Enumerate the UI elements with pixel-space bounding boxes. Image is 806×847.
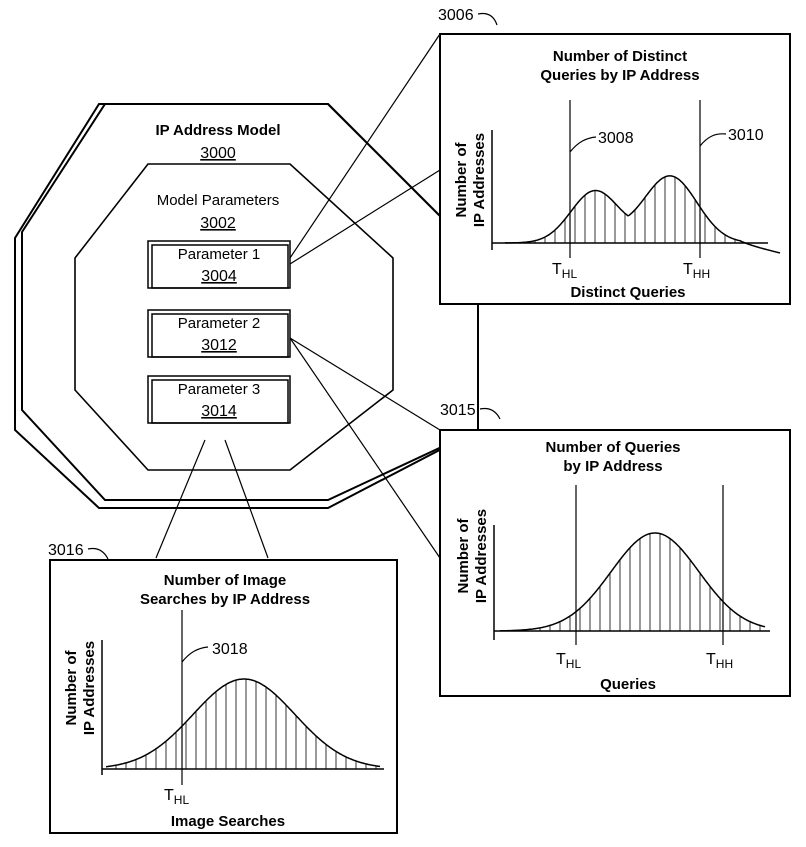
- chart-distinct-threshold-high-label: $T_{HH}$: [683, 261, 711, 281]
- chart-queries-ylabel-line1: Number of: [455, 518, 472, 594]
- chart-distinct-ref-squiggle: [478, 13, 497, 25]
- chart-distinct-high-ref: 3010: [728, 127, 764, 144]
- model-ref: 3000: [200, 145, 236, 162]
- chart-image-threshold-low-label: $T_{HL}$: [164, 787, 190, 807]
- chart-image-title-line2: Searches by IP Address: [139, 591, 311, 608]
- parameter-2-box: [148, 310, 290, 357]
- chart-image-ylabel-line2: IP Addresses: [81, 640, 98, 736]
- chart-image-ref-squiggle: [88, 548, 108, 559]
- model-title: IP Address Model: [155, 122, 281, 139]
- chart-queries-title-line1: Number of Queries: [545, 439, 681, 456]
- model-parameters-ref: 3002: [200, 215, 236, 232]
- chart-image-low-ref: 3018: [212, 641, 248, 658]
- chart-queries-title-line2: by IP Address: [563, 458, 663, 475]
- parameter-2-ref: 3012: [201, 337, 237, 354]
- parameter-2-label: Parameter 2: [177, 315, 261, 332]
- chart-queries-xlabel: Queries: [600, 676, 656, 693]
- chart-distinct-ref: 3006: [438, 7, 474, 24]
- chart-queries-ref-squiggle: [480, 408, 500, 419]
- chart-distinct-ylabel-line2: IP Addresses: [471, 132, 488, 228]
- chart-distinct-queries: [438, 7, 790, 304]
- parameter-1-box: [148, 241, 290, 288]
- chart-distinct-threshold-low-label: $T_{HL}$: [552, 261, 578, 281]
- connector-p2-to-chart-queries-bottom: [290, 338, 440, 558]
- chart-queries-threshold-high-label: $T_{HH}$: [706, 651, 734, 671]
- chart-distinct-ylabel-line1: Number of: [453, 142, 470, 218]
- ip-address-model: [15, 104, 478, 508]
- chart-queries: [440, 402, 790, 696]
- parameter-1-label: Parameter 1: [177, 246, 261, 263]
- parameter-3-ref: 3014: [201, 403, 237, 420]
- chart-distinct-xlabel: Distinct Queries: [570, 284, 686, 301]
- chart-queries-ylabel-line2: IP Addresses: [473, 508, 490, 604]
- chart-distinct-title-line2: Queries by IP Address: [540, 67, 700, 84]
- chart-distinct-title-line1: Number of Distinct: [552, 48, 688, 65]
- connector-lines: [156, 34, 440, 558]
- chart-distinct-low-ref: 3008: [598, 130, 634, 147]
- chart-image-ylabel-line1: Number of: [63, 650, 80, 726]
- parameter-1-ref: 3004: [201, 268, 237, 285]
- model-parameters-title: Model Parameters: [156, 192, 280, 209]
- parameter-3-label: Parameter 3: [177, 381, 261, 398]
- chart-image-ref: 3016: [48, 542, 84, 559]
- connector-p1-to-chart-distinct-top: [290, 34, 440, 258]
- chart-image-searches: [48, 542, 397, 833]
- chart-image-xlabel: Image Searches: [170, 813, 286, 830]
- connector-p2-to-chart-queries-top: [290, 338, 440, 430]
- chart-queries-threshold-low-label: $T_{HL}$: [556, 651, 582, 671]
- chart-queries-ref: 3015: [440, 402, 476, 419]
- parameter-3-box: [148, 376, 290, 423]
- chart-image-title-line1: Number of Image: [163, 572, 287, 589]
